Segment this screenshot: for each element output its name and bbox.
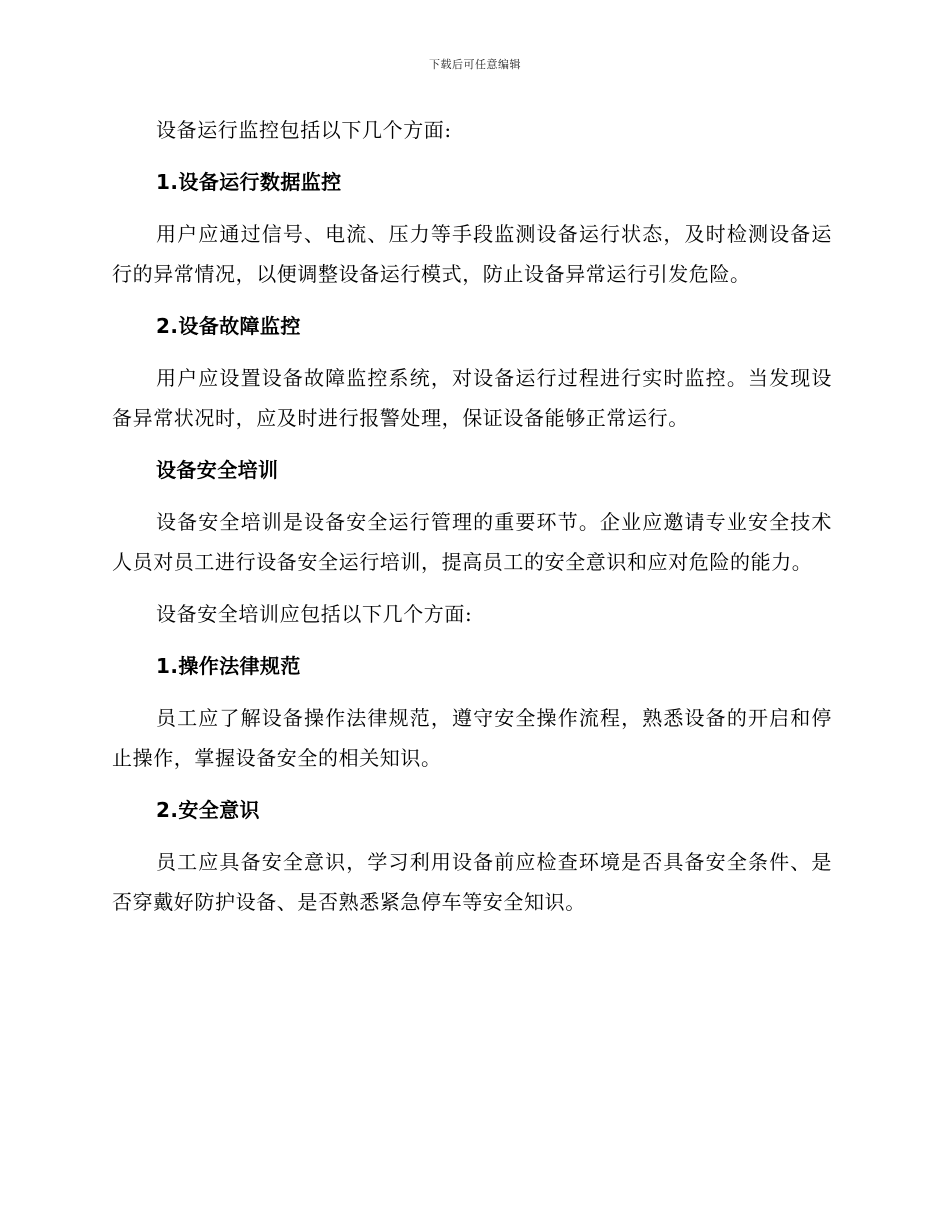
section-heading: 2.安全意识 — [156, 798, 260, 822]
section-heading: 2.设备故障监控 — [156, 314, 301, 338]
document-body — [112, 110, 832, 934]
paragraph: 用户应设置设备故障监控系统，对设备运行过程进行实时监控。当发现设备异常状况时，应及时进行报警处理，保证设备能够正常运行。 — [112, 366, 832, 430]
section-heading: 1.操作法律规范 — [156, 654, 301, 678]
paragraph: 用户应通过信号、电流、压力等手段监测设备运行状态，及时检测设备运行的异常情况，以便调整设备运行模式，防止设备异常运行引发危险。 — [112, 222, 832, 286]
paragraph: 员工应了解设备操作法律规范，遵守安全操作流程，熟悉设备的开启和停止操作，掌握设备安全的相关知识。 — [112, 706, 832, 770]
section-heading: 设备安全培训 — [156, 458, 279, 482]
paragraph: 员工应具备安全意识，学习利用设备前应检查环境是否具备安全条件、是否穿戴好防护设备、是否熟悉紧急停车等安全知识。 — [112, 850, 832, 914]
paragraph: 设备安全培训是设备安全运行管理的重要环节。企业应邀请专业安全技术人员对员工进行设备安全运行培训，提高员工的安全意识和应对危险的能力。 — [112, 510, 832, 574]
section-heading: 1.设备运行数据监控 — [156, 170, 342, 194]
paragraph: 设备运行监控包括以下几个方面: — [156, 118, 452, 142]
paragraph: 设备安全培训应包括以下几个方面: — [156, 602, 473, 626]
header-note: 下载后可任意编辑 — [429, 58, 521, 71]
